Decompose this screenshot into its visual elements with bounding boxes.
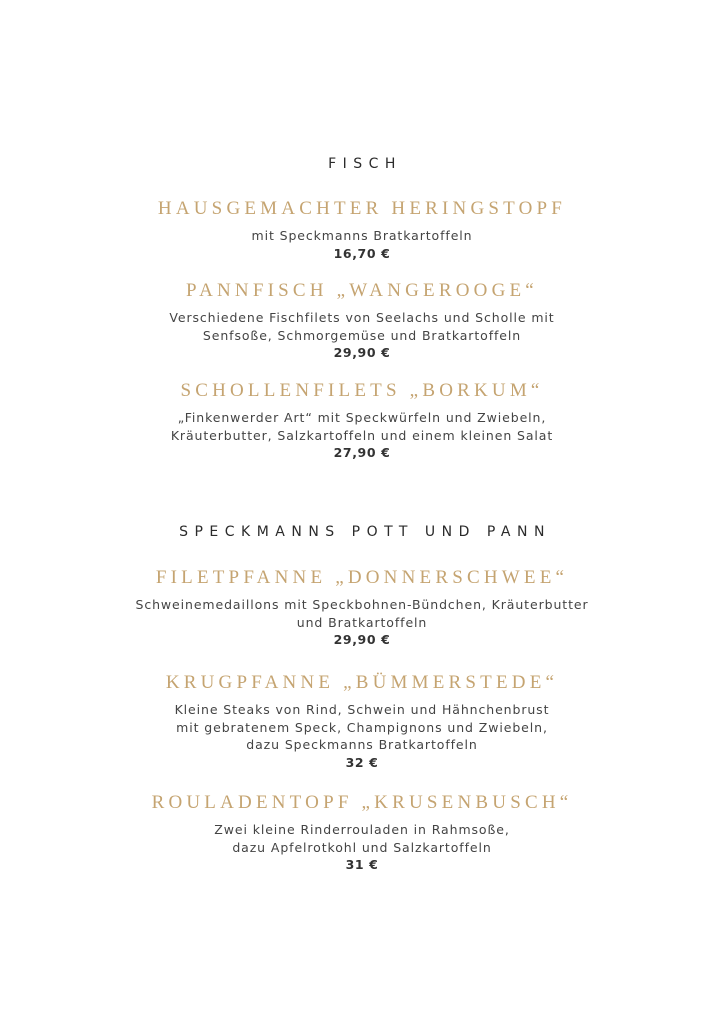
- dish-name: HAUSGEMACHTER HERINGSTOPF: [157, 198, 567, 219]
- dish-description: [0, 409, 724, 444]
- menu-item-krugpfanne: [0, 671, 724, 771]
- dish-description-line: Schweinemedaillons mit Speckbohnen-Bündchen, Kräuterbutter: [135, 597, 589, 612]
- dish-name: KRUGPFANNE „BÜMMERSTEDE“: [165, 672, 559, 693]
- dish-description-line: Verschiedene Fischfilets von Seelachs und Scholle mit: [169, 310, 555, 325]
- dish-description-line: Kleine Steaks von Rind, Schwein und Hähnchenbrust: [174, 702, 550, 717]
- dish-name: ROULADENTOPF „KRUSENBUSCH“: [151, 792, 573, 813]
- menu-item-filetpfanne: [0, 566, 724, 649]
- dish-description: [0, 701, 724, 754]
- section-title-fisch: FISCH: [328, 156, 402, 172]
- dish-description-line: dazu Speckmanns Bratkartoffeln: [246, 737, 478, 752]
- dish-price: 27,90 €: [333, 445, 391, 460]
- menu-item-rouladentopf: [0, 791, 724, 874]
- dish-description: [0, 596, 724, 631]
- dish-price: 29,90 €: [333, 632, 391, 647]
- dish-description-line: Senfsoße, Schmorgemüse und Bratkartoffeln: [202, 327, 522, 343]
- section-title-pott-und-pann: SPECKMANNS POTT UND PANN: [179, 524, 551, 540]
- menu-item-schollenfilets: [0, 379, 724, 462]
- dish-description-line: „Finkenwerder Art“ mit Speckwürfeln und Zwiebeln,: [177, 410, 547, 425]
- menu-item-pannfisch: [0, 279, 724, 362]
- dish-name: PANNFISCH „WANGEROOGE“: [186, 280, 538, 301]
- dish-description: [0, 227, 724, 245]
- dish-price: 16,70 €: [333, 245, 391, 261]
- dish-price: 29,90 €: [333, 345, 391, 360]
- menu-item-heringstopf: [0, 197, 724, 262]
- dish-description-line: dazu Apfelrotkohl und Salzkartoffeln: [232, 839, 492, 855]
- dish-description-line: Kräuterbutter, Salzkartoffeln und einem kleinen Salat: [170, 427, 554, 443]
- dish-description-line: mit Speckmanns Bratkartoffeln: [251, 228, 473, 243]
- dish-description-line: Zwei kleine Rinderrouladen in Rahmsoße,: [214, 822, 510, 837]
- dish-name: FILETPFANNE „DONNERSCHWEE“: [155, 567, 569, 588]
- dish-description: [0, 821, 724, 856]
- dish-price: 32 €: [345, 754, 379, 770]
- dish-description-line: mit gebratenem Speck, Champignons und Zwiebeln,: [176, 719, 548, 735]
- dish-description: [0, 309, 724, 344]
- dish-description-line: und Bratkartoffeln: [296, 614, 428, 630]
- dish-name: SCHOLLENFILETS „BORKUM“: [180, 380, 544, 401]
- dish-price: 31 €: [345, 857, 379, 872]
